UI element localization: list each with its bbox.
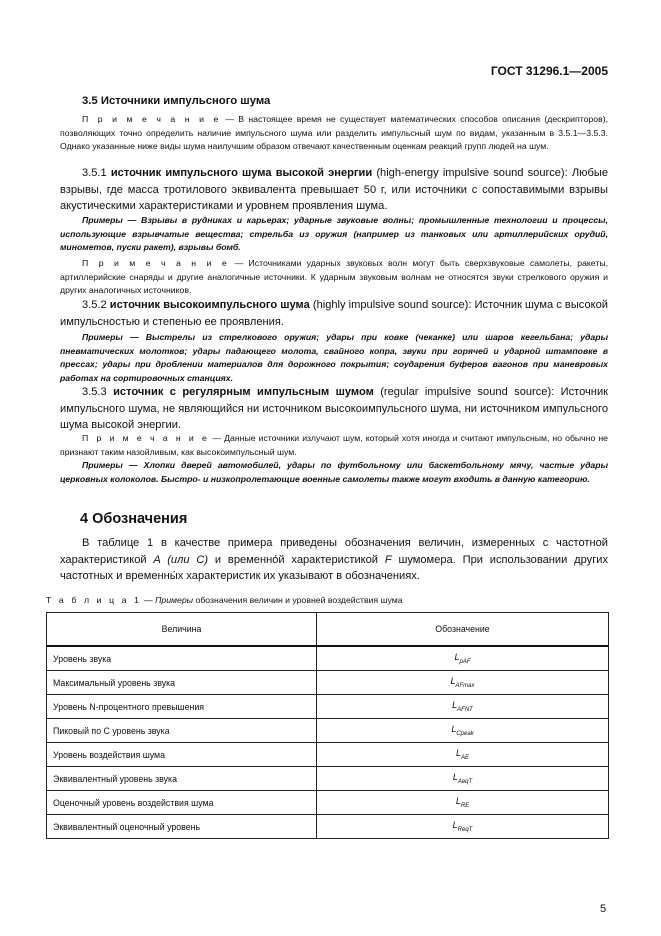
quantity-cell: Уровень воздействия шума: [47, 743, 317, 767]
note-label: П р и м е ч а н и е: [82, 114, 221, 124]
examples-3-5-2: Примеры — Выстрелы из стрелкового оружия; удары при ковке (чеканке) или шаров кегельбана; удары пневматических молотков; удары падающего молота, свайного копра, звуки при горячей и ударной штамповке в прессах; удары при дроблении материалов для дорожного покрытия; соударения буферов вагонов при маневровых работах на сортировочных станциях.: [60, 332, 608, 383]
definition-3-5-3: 3.5.3 источник с регулярным импульсным шумом (regular impulsive sound source): Источник импульсного шума, не являющийся ни источником высокоимпульсного шума, ни источником импульсного шума высокой энергии.: [60, 386, 608, 432]
table-row: [47, 767, 609, 791]
table-row: [47, 719, 609, 743]
table-row: [47, 743, 609, 767]
note-3-5: [60, 113, 608, 154]
term: источник высокоимпульсного шума: [109, 299, 310, 311]
page-number: 5: [600, 903, 607, 915]
quantity-cell: Максимальный уровень звука: [47, 671, 317, 695]
quantity-cell: Уровень звука: [47, 646, 317, 671]
table-caption: Т а б л и ц а 1 — Примеры обозначения величин и уровней воздействия шума: [46, 595, 403, 605]
symbol-cell: $L_{AFNT}$: [317, 695, 609, 719]
table-row: [47, 646, 609, 671]
definition-3-5-2: 3.5.2 источник высокоимпульсного шума (highly impulsive sound source): Источник шума с высокой импульсностью и степенью ее проявления.: [60, 299, 608, 328]
table-row: [47, 815, 609, 839]
quantity-cell: Оценочный уровень воздействия шума: [47, 791, 317, 815]
symbol-cell: $L_{RE}$: [317, 791, 609, 815]
symbol-cell: $L_{ReqT}$: [317, 815, 609, 839]
symbol-cell: $L_{AE}$: [317, 743, 609, 767]
symbol-cell: $L_{Cpeak}$: [317, 719, 609, 743]
section-3-5-heading: 3.5 Источники импульсного шума: [82, 95, 271, 107]
table-row: [47, 695, 609, 719]
symbol-cell: $L_{pAF}$: [317, 646, 609, 671]
symbol-cell: $L_{AFmax}$: [317, 671, 609, 695]
examples-3-5-1: Примеры — Взрывы в рудниках и карьерах; ударные звуковые волны; промышленные технологии и процессы, использующие взрывчатые вещества; стрельба из оружия (например из танковых или артиллерийских орудий, минометов, пуски ракет), взрывы бомб.: [60, 215, 608, 253]
document-header: ГОСТ 31296.1—2005: [490, 64, 608, 78]
section-4-heading: 4 Обозначения: [80, 511, 188, 527]
note-text: — В настоящее время не существует математических способов описания (дескрипторов), позволяющих точно определить наличие импульсного шума или разделить импульсный шум по видам, указанным в 3.5.1—3.5.3. Однако указанные ниже виды шума наилучшим образом отвечают качественным оценкам реакций групп людей на шум.: [60, 114, 608, 152]
term: источник импульсного шума высокой энергии: [110, 167, 373, 179]
table-row: [47, 671, 609, 695]
note-3-5-3: П р и м е ч а н и е — Данные источники излучают шум, который хотя иногда и считают импульсным, но обычно не признают таким назойливым, как высокоимпульсный шум.: [60, 433, 608, 457]
table-row: [47, 791, 609, 815]
definition-3-5-1: 3.5.1 источник импульсного шума высокой энергии (high-energy impulsive sound source): Любые взрывы, где масса тротилового эквивалента превышает 50 г, или источники с сопоставимыми взрывы акустическими характеристиками и уровнем проявления шума.: [60, 167, 608, 213]
note-3-5-1: П р и м е ч а н и е — Источниками ударных звуковых волн могут быть сверхзвуковые самолеты, ракеты, артиллерийские снаряды и другие аналогичные источники. К ударным звуковым волнам не относятся звуки стрелкового оружия и других аналогичных источников.: [60, 258, 608, 296]
column-header: Величина: [47, 613, 317, 647]
quantity-cell: Эквивалентный уровень звука: [47, 767, 317, 791]
section-4-paragraph: В таблице 1 в качестве примера приведены обозначения величин, измеренных с частотной характеристикой A (или C) и временно́й характеристикой F шумомера. При использовании других частотных и временны́х характеристик их указывают в обозначениях.: [60, 537, 608, 583]
term: источник с регулярным импульсным шумом: [113, 386, 374, 398]
symbol-cell: $L_{AeqT}$: [317, 767, 609, 791]
column-header: Обозначение: [317, 613, 609, 647]
quantity-cell: Эквивалентный оценочный уровень: [47, 815, 317, 839]
quantity-cell: Уровень N-процентного превышения: [47, 695, 317, 719]
examples-3-5-3: Примеры — Хлопки дверей автомобилей, удары по футбольному или баскетбольному мячу, частые удары церковных колоколов. Быстро- и низкопролетающие военные самолеты также могут входить в данную категорию.: [60, 460, 608, 484]
quantity-cell: Пиковый по C уровень звука: [47, 719, 317, 743]
designations-table: [46, 612, 609, 839]
